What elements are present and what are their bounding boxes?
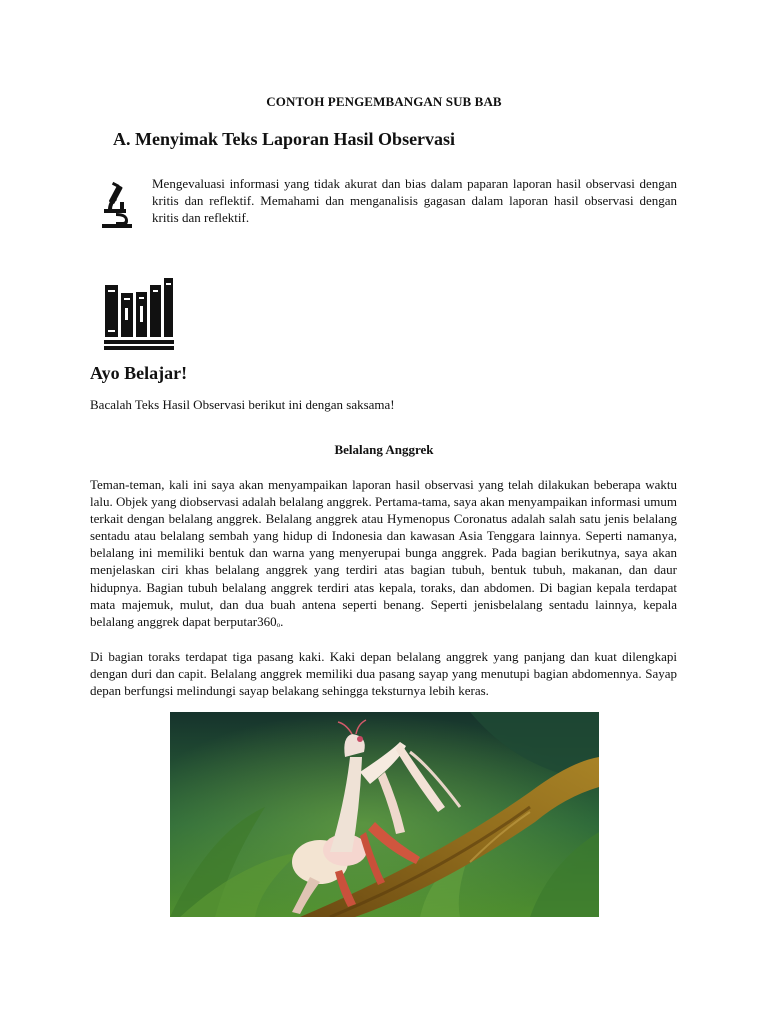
article-title: Belalang Anggrek: [334, 442, 434, 457]
document-title: CONTOH PENGEMBANGAN SUB BAB: [266, 94, 502, 109]
orchid-mantis-illustration: [170, 712, 599, 917]
article-paragraph-1: [90, 476, 677, 634]
reading-instruction: Bacalah Teks Hasil Observasi berikut ini dengan saksama!: [90, 397, 395, 412]
paragraph-1-end: .: [280, 613, 284, 629]
degree-mark: o: [276, 620, 281, 629]
paragraph-1-text: Teman-teman, kali ini saya akan menyampaikan laporan hasil observasi yang telah dilakukan beberapa waktu lalu. Objek yang diobservasi adalah belalang anggrek. Pertama-tama, saya akan menyampaikan informasi umum terkait dengan belalang anggrek. Belalang anggrek atau Hymenopus Coronatus adalah salah satu jenis belalang sentadu atau belalang sembah yang hidup di Indonesia dan kawasan Asia Tenggara lainnya. Seperti namanya, belalang ini memiliki bentuk dan warna yang menyerupai bunga anggrek. Pada bagian berikutnya, saya akan menjelaskan ciri khas belalang anggrek yang terdiri atas bagian tubuh, bentuk tubuh, makanan, dan daur hidupnya. Bagian tubuh belalang anggrek terdiri atas kepala, toraks, dan abdomen. Di bagian kepala terdapat mata majemuk, mulut, dan dua buah antena seperti benang. Seperti jenisbelalang sentadu lainnya, kepala belalang anggrek dapat berputar360: [90, 477, 677, 629]
article-paragraph-2: Di bagian toraks terdapat tiga pasang kaki. Kaki depan belalang anggrek yang panjang dan kuat dilengkapi dengan duri dan capit. Belalang anggrek memiliki dua pasang sayap yang menutupi bagian abdomennya. Sayap depan berfungsi melindungi sayap belakang sehingga teksturnya lebih keras.: [90, 649, 677, 699]
books-icon: [104, 278, 174, 350]
section-heading: A. Menyimak Teks Laporan Hasil Observasi: [113, 129, 456, 149]
learn-heading: Ayo Belajar!: [90, 363, 188, 383]
learning-objective: Mengevaluasi informasi yang tidak akurat dan bias dalam paparan laporan hasil observasi dengan kritis dan reflektif. Memahami dan menganalisis gagasan dalam laporan hasil observasi dengan kritis dan reflektif.: [152, 176, 677, 225]
microscope-icon: [100, 181, 134, 229]
